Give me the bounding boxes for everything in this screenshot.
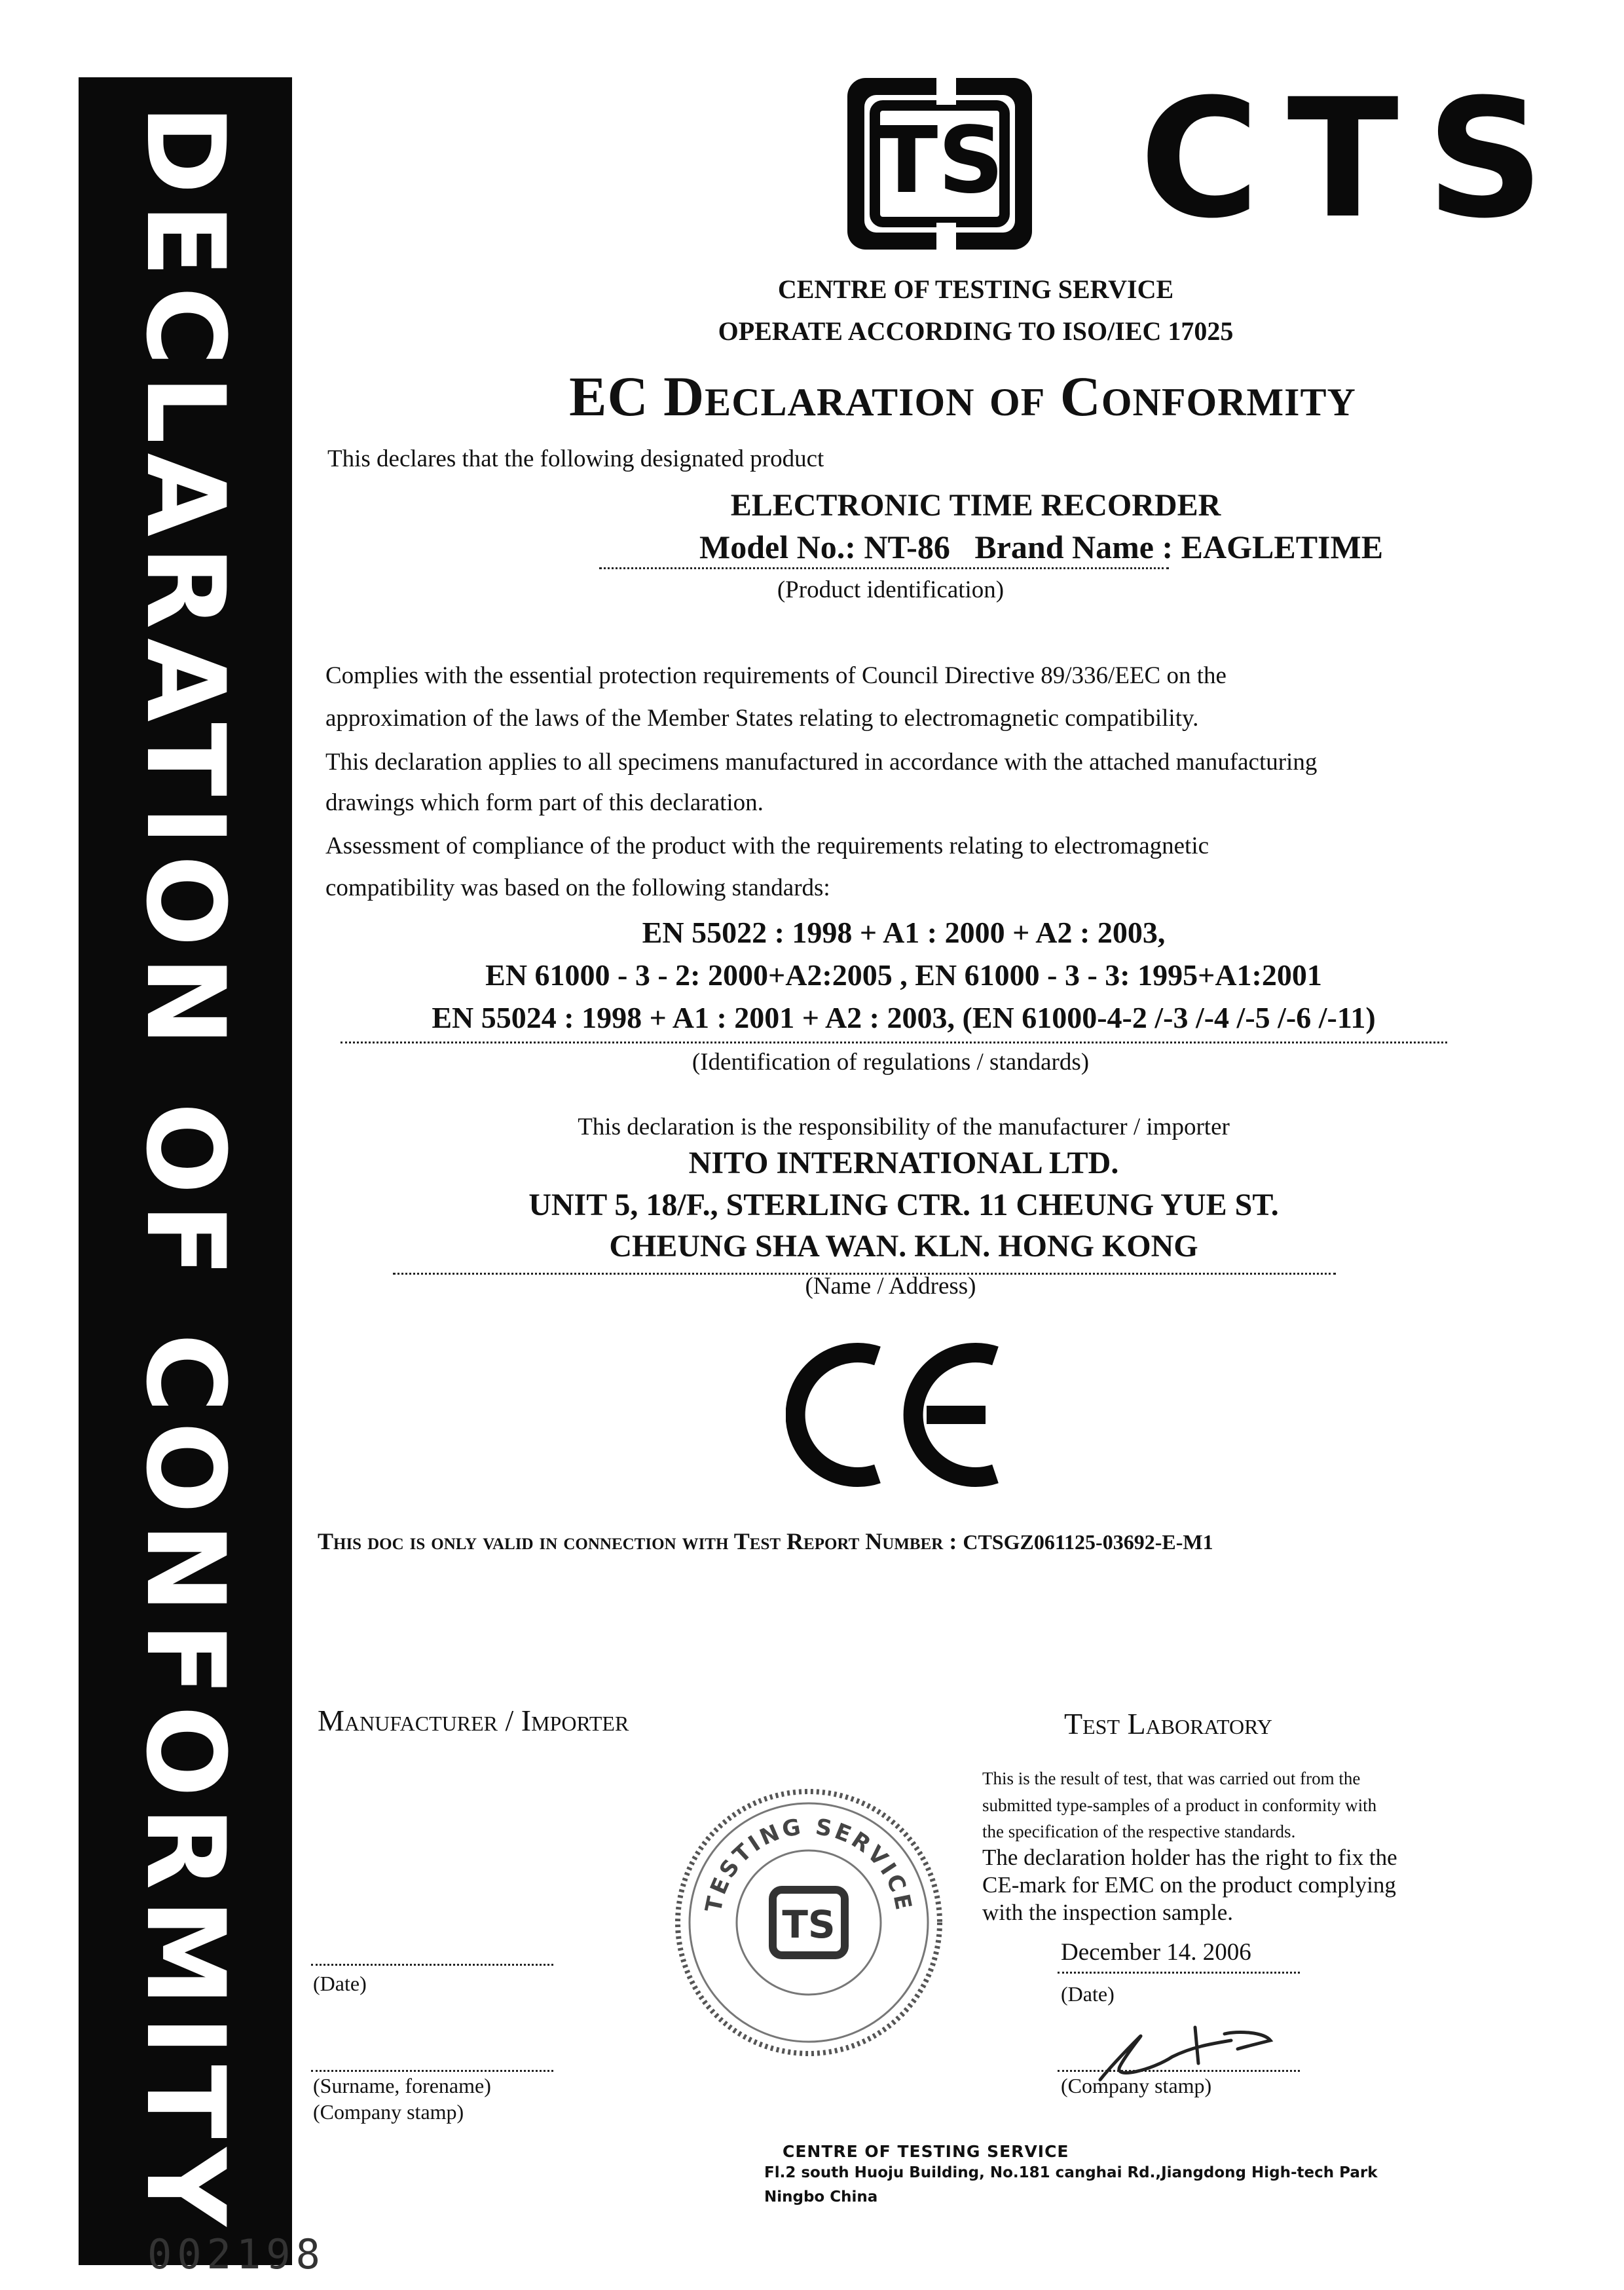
manufacturer-name: NITO INTERNATIONAL LTD. xyxy=(688,1146,1119,1180)
brand-value: EAGLETIME xyxy=(1181,529,1384,565)
lab-date-caption: (Date) xyxy=(1061,1982,1115,2006)
ce-mark xyxy=(786,1336,1002,1493)
responsibility-text: This declaration is the responsibility of the manufacturer / importer xyxy=(578,1114,1230,1140)
cts-logo-text: CTS xyxy=(1139,64,1572,254)
testing-service-seal xyxy=(668,1782,950,2063)
lab-large-line-3: with the inspection sample. xyxy=(982,1900,1233,1925)
footer-title: CENTRE OF TESTING SERVICE xyxy=(783,2142,1069,2161)
intro-text: This declares that the following designated product xyxy=(327,445,824,472)
header-line-2: OPERATE ACCORDING TO ISO/IEC 17025 xyxy=(718,316,1234,346)
cts-logo-mark xyxy=(845,75,1035,252)
model-value: NT-86 xyxy=(864,529,950,565)
mfr-date-caption: (Date) xyxy=(313,1972,367,1995)
brand-label: Brand Name xyxy=(974,529,1154,565)
footer-address-1: Fl.2 south Huoju Building, No.181 canghai Rd.,Jiangdong High-tech Park xyxy=(764,2164,1378,2181)
validity-text: This doc is only valid in connection with Test Report Number : xyxy=(318,1528,957,1554)
header-line-1: CENTRE OF TESTING SERVICE xyxy=(777,274,1174,304)
compliance-line-5: Assessment of compliance of the product with the requirements relating to electromagnetic xyxy=(325,833,1209,859)
lab-small-line-1: This is the result of test, that was carried out from the xyxy=(982,1769,1361,1788)
compliance-line-1: Complies with the essential protection requirements of Council Directive 89/336/EEC on the xyxy=(325,662,1227,689)
product-caption: (Product identification) xyxy=(777,576,1005,603)
lab-large-line-1: The declaration holder has the right to fix the xyxy=(982,1845,1397,1870)
svg-text:TS: TS xyxy=(782,1902,836,1947)
side-banner xyxy=(79,77,292,2265)
footer xyxy=(764,2142,1378,2209)
standards-caption: (Identification of regulations / standards) xyxy=(692,1049,1090,1076)
standard-line-2: EN 61000 - 3 - 2: 2000+A2:2005 , EN 61000 - 3 - 3: 1995+A1:2001 xyxy=(485,958,1322,992)
lab-large-line-2: CE-mark for EMC on the product complying xyxy=(982,1872,1396,1898)
lab-section-heading: Test Laboratory xyxy=(1064,1707,1272,1740)
page-title: EC Declaration of Conformity xyxy=(569,365,1356,428)
compliance-line-2: approximation of the laws of the Member States relating to electromagnetic compatibility. xyxy=(325,705,1199,732)
product-name: ELECTRONIC TIME RECORDER xyxy=(730,488,1221,523)
compliance-line-6: compatibility was based on the following standards: xyxy=(325,874,830,901)
mfr-stamp-caption: (Company stamp) xyxy=(313,2100,464,2124)
manufacturer-caption: (Name / Address) xyxy=(805,1273,976,1300)
mfr-name-caption: (Surname, forename) xyxy=(313,2074,491,2097)
compliance-line-3: This declaration applies to all specimens manufactured in accordance with the attached manufacturing xyxy=(325,749,1318,776)
lab-small-line-2: submitted type-samples of a product in conformity with xyxy=(982,1795,1377,1815)
svg-text:CE: CE xyxy=(786,1336,787,1337)
product-model-brand xyxy=(699,528,1383,566)
compliance-line-4: drawings which form part of this declaration. xyxy=(325,789,764,816)
manufacturer-address-1: UNIT 5, 18/F., STERLING CTR. 11 CHEUNG YUE ST. xyxy=(528,1188,1279,1222)
lab-small-line-3: the specification of the respective standards. xyxy=(982,1822,1296,1841)
model-label: Model No.: xyxy=(699,529,856,565)
document-number: 002198 xyxy=(147,2230,325,2278)
lab-date-value: December 14. 2006 xyxy=(1061,1939,1251,1966)
mfr-date-line xyxy=(311,1964,553,1966)
svg-text:TS: TS xyxy=(875,107,1005,214)
validity-line xyxy=(318,1528,1213,1555)
standard-line-1: EN 55022 : 1998 + A1 : 2000 + A2 : 2003, xyxy=(642,916,1166,949)
product-dotted-line xyxy=(599,567,1169,569)
footer-address-2: Ningbo China xyxy=(764,2188,878,2206)
manufacturer-section-heading: Manufacturer / Importer xyxy=(318,1704,629,1737)
lab-small-text xyxy=(982,1765,1470,1845)
lab-date-line xyxy=(1058,1972,1300,1974)
test-report-number: CTSGZ061125-03692-E-M1 xyxy=(963,1530,1213,1554)
svg-text:TESTING SERVICE: TESTING SERVICE xyxy=(700,1813,917,1915)
standard-line-3: EN 55024 : 1998 + A1 : 2001 + A2 : 2003, (EN 61000-4-2 /-3 /-4 /-5 /-6 /-11) xyxy=(432,1001,1376,1034)
side-banner-text: DECLARATION OF CONFORMITY xyxy=(122,104,248,2236)
lab-large-text xyxy=(982,1844,1470,1926)
manufacturer-address-2: CHEUNG SHA WAN. KLN. HONG KONG xyxy=(609,1229,1198,1264)
lab-stamp-caption: (Company stamp) xyxy=(1061,2074,1212,2097)
brand-sep: : xyxy=(1162,529,1173,565)
